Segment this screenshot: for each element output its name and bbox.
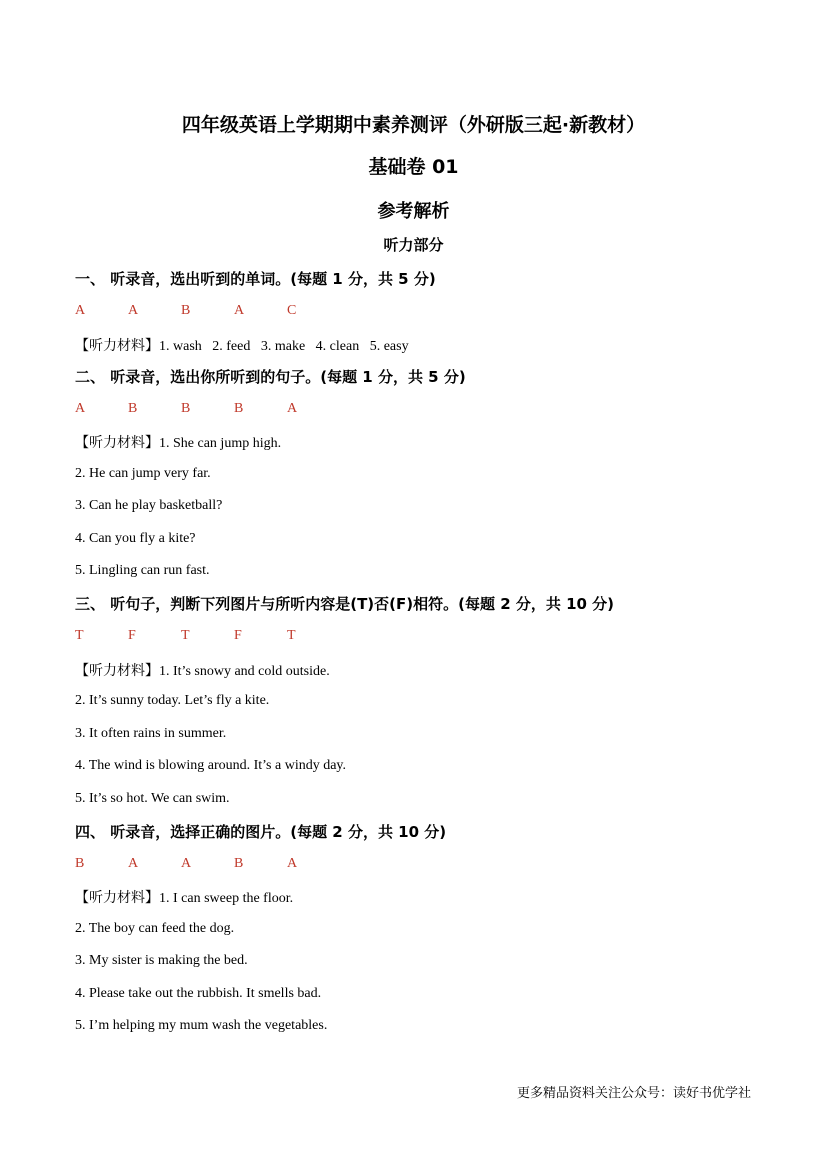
q3-heading: 三、 听句子，判断下列图片与所听内容是(T)否(F)相符。(每题 2 分，共 10 分): [75, 595, 615, 613]
section-title: 参考解析: [377, 201, 450, 222]
answer: A: [128, 303, 139, 318]
q3-answers: [75, 628, 787, 644]
answer: A: [287, 401, 298, 416]
q2-heading: 二、 听录音，选出你所听到的句子。(每题 1 分，共 5 分): [75, 368, 466, 386]
listening-tag: 【听力材料】: [75, 890, 159, 906]
answer: A: [181, 856, 192, 871]
answer: B: [128, 401, 138, 416]
answer: F: [128, 628, 136, 643]
answer: T: [287, 628, 296, 643]
answer: B: [234, 401, 244, 416]
q3-material-3: 3. It often rains in summer.: [75, 726, 227, 741]
footer-note: 更多精品资料关注公众号：读好书优学社: [516, 1086, 751, 1101]
q4-heading: 四、 听录音，选择正确的图片。(每题 2 分，共 10 分): [75, 823, 447, 841]
q3-material-2: 2. It’s sunny today. Let’s fly a kite.: [75, 693, 270, 708]
answer: A: [287, 856, 298, 871]
q4-material-5: 5. I’m helping my mum wash the vegetables.: [75, 1018, 328, 1033]
q1-heading: 一、 听录音，选出听到的单词。(每题 1 分，共 5 分): [75, 270, 436, 288]
material-text: 1. wash 2. feed 3. make 4. clean 5. easy: [159, 339, 409, 354]
answer: B: [181, 303, 191, 318]
listening-tag: 【听力材料】: [75, 338, 159, 354]
q3-material-1: [75, 660, 787, 680]
q4-material-1: [75, 887, 787, 907]
q2-material-1: [75, 432, 787, 452]
material-text: 1. I can sweep the floor.: [159, 891, 294, 906]
answer: A: [234, 303, 245, 318]
page-subtitle: 基础卷 01: [368, 156, 459, 178]
answer: F: [234, 628, 242, 643]
q2-material-3: 3. Can he play basketball?: [75, 498, 223, 513]
listening-tag: 【听力材料】: [75, 435, 159, 451]
answer: A: [75, 401, 86, 416]
q2-material-2: 2. He can jump very far.: [75, 466, 211, 481]
material-text: 1. She can jump high.: [159, 436, 282, 451]
q2-material-4: 4. Can you fly a kite?: [75, 531, 196, 546]
q3-material-4: 4. The wind is blowing around. It’s a windy day.: [75, 758, 347, 773]
material-text: 1. It’s snowy and cold outside.: [159, 664, 330, 679]
listening-tag: 【听力材料】: [75, 663, 159, 679]
part-title: 听力部分: [383, 236, 444, 254]
answer: B: [75, 856, 85, 871]
q4-material-3: 3. My sister is making the bed.: [75, 953, 248, 968]
answer: B: [181, 401, 191, 416]
q2-material-5: 5. Lingling can run fast.: [75, 563, 210, 578]
q1-material: [75, 335, 787, 355]
q3-material-5: 5. It’s so hot. We can swim.: [75, 791, 230, 806]
q4-material-4: 4. Please take out the rubbish. It smells bad.: [75, 986, 322, 1001]
q2-answers: [75, 401, 787, 417]
q4-material-2: 2. The boy can feed the dog.: [75, 921, 235, 936]
answer: T: [75, 628, 84, 643]
q4-answers: [75, 856, 787, 872]
page-title: 四年级英语上学期期中素养测评（外研版三起·新教材）: [181, 114, 646, 136]
q1-answers: [75, 303, 787, 319]
answer: B: [234, 856, 244, 871]
answer: A: [75, 303, 86, 318]
answer: C: [287, 303, 297, 318]
answer: T: [181, 628, 190, 643]
answer: A: [128, 856, 139, 871]
